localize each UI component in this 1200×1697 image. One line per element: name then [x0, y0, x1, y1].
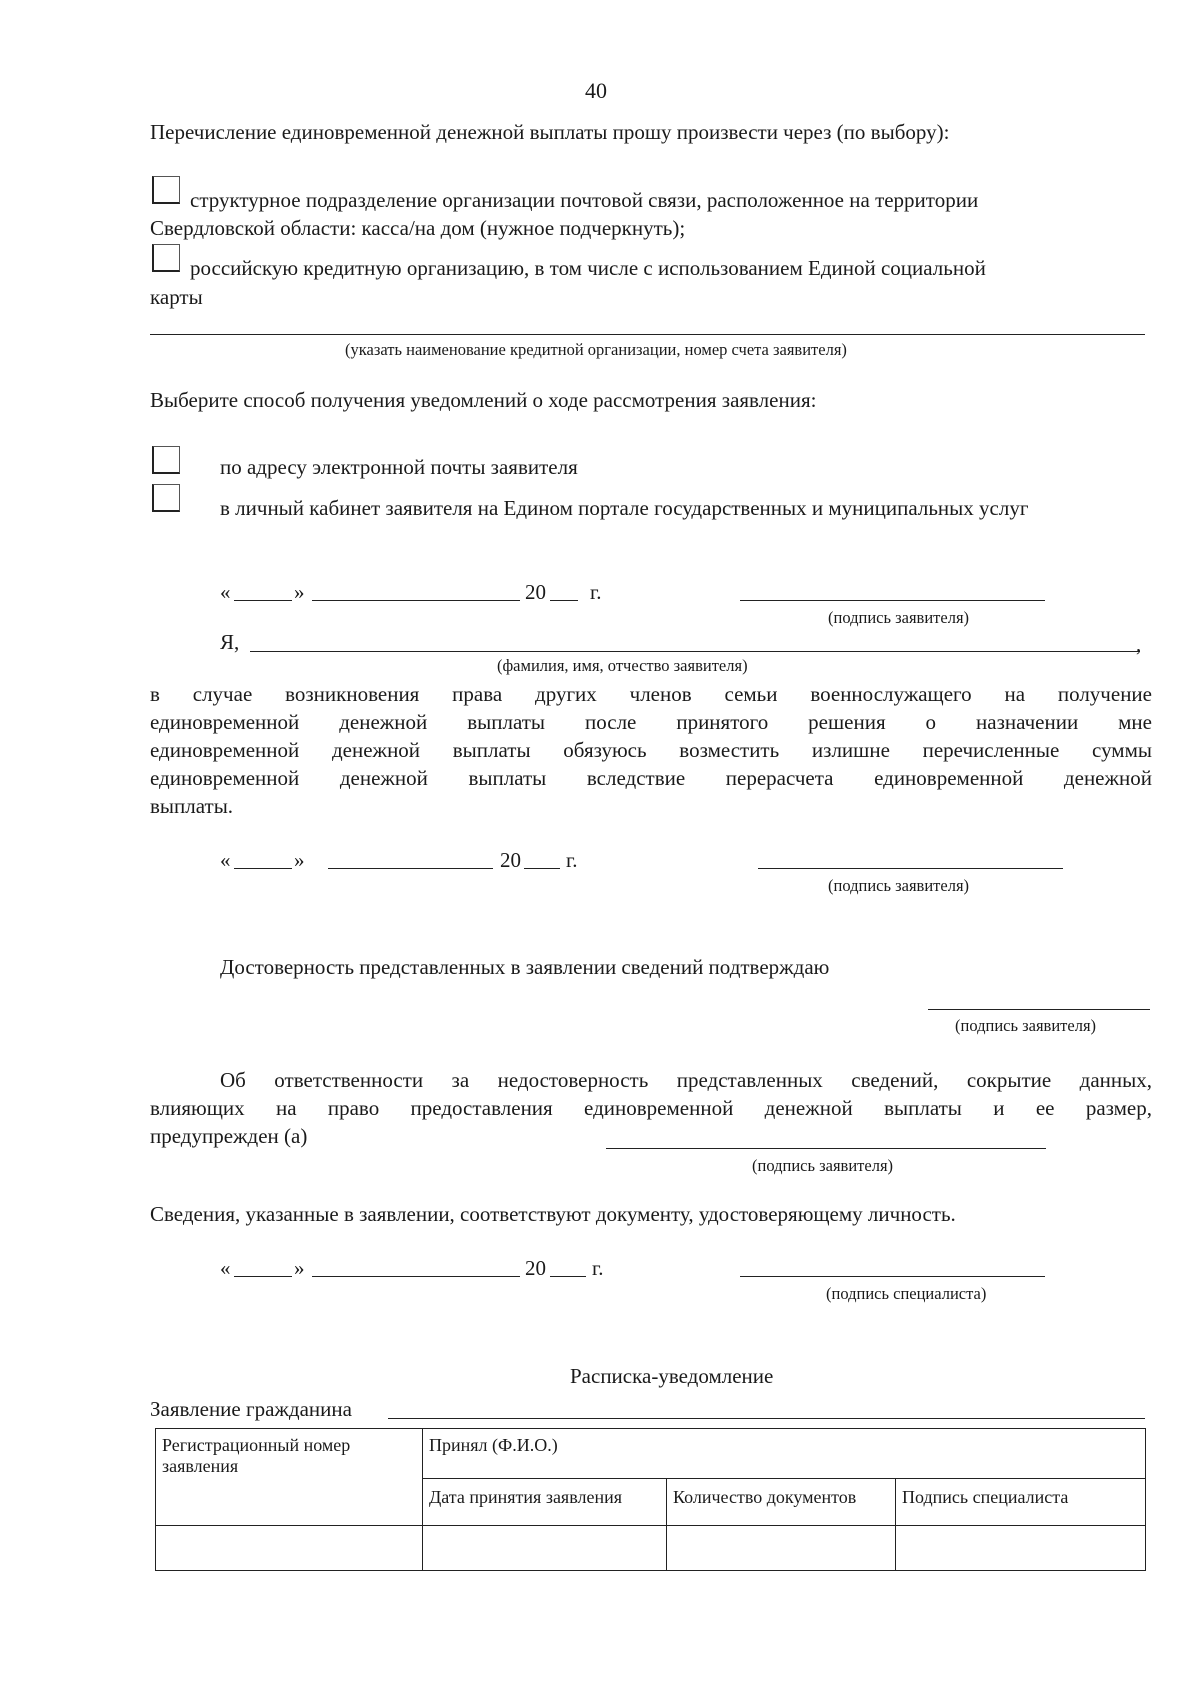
signature-caption-4: (подпись заявителя): [752, 1156, 894, 1175]
checkbox-credit-org[interactable]: [152, 244, 180, 272]
date-month-line-3[interactable]: [312, 1276, 520, 1277]
date-year-suffix-3: г.: [592, 1256, 604, 1280]
date-year-prefix-3: 20: [525, 1256, 546, 1280]
cell-specialist-signature-header: [896, 1478, 1146, 1525]
responsibility-line-1: Об ответственности за недостоверность представленных сведений, сокрытие данных,: [220, 1068, 1152, 1092]
receipt-title: Расписка-уведомление: [570, 1364, 774, 1388]
option-post-office-line2: Свердловской области: касса/на дом (нужное подчеркнуть);: [150, 216, 686, 240]
date-year-suffix-2: г.: [566, 848, 578, 872]
cell-date-accepted-value[interactable]: [423, 1526, 667, 1571]
signature-line-2[interactable]: [758, 868, 1063, 869]
option-credit-org-line1: российскую кредитную организацию, в том числе с использованием Единой социальной: [190, 256, 986, 280]
applicant-line[interactable]: [388, 1418, 1145, 1419]
reg-number-label: Регистрационный номер заявления: [162, 1435, 351, 1476]
option-post-office-line1: структурное подразделение организации почтовой связи, расположенное на территории: [190, 188, 979, 212]
cell-accepted-by-header: [423, 1429, 1146, 1479]
fio-line[interactable]: [250, 651, 1140, 652]
cell-reg-number-header: [156, 1429, 423, 1526]
signature-caption-5: (подпись специалиста): [826, 1284, 987, 1303]
bank-details-caption: (указать наименование кредитной организации, номер счета заявителя): [345, 340, 847, 359]
notify-intro: Выберите способ получения уведомлений о ходе рассмотрения заявления:: [150, 388, 817, 412]
cell-reg-number-value[interactable]: [156, 1526, 423, 1571]
date-month-line-1[interactable]: [312, 600, 520, 601]
signature-line-1[interactable]: [740, 600, 1045, 601]
cell-doc-count-header: [667, 1478, 896, 1525]
cell-doc-count-value[interactable]: [667, 1526, 896, 1571]
date-month-line-2[interactable]: [328, 868, 493, 869]
fio-comma: ,: [1136, 632, 1142, 656]
date-close-quote-1: »: [294, 580, 305, 604]
doc-count-label: Количество документов: [673, 1486, 857, 1507]
fio-caption: (фамилия, имя, отчество заявителя): [497, 656, 748, 675]
signature-caption-3: (подпись заявителя): [955, 1016, 1097, 1035]
notify-portal-label: в личный кабинет заявителя на Едином портале государственных и муниципальных услуг: [220, 496, 1029, 520]
date-year-line-2[interactable]: [524, 868, 560, 869]
confirm-text: Достоверность представленных в заявлении сведений подтверждаю: [220, 955, 830, 979]
specialist-signature-label: Подпись специалиста: [902, 1486, 1069, 1507]
obligation-line-3: единовременной денежной выплаты обязуюсь возместить излишне перечисленные суммы: [150, 738, 1152, 762]
notify-email-label: по адресу электронной почты заявителя: [220, 455, 578, 479]
ya-label: Я,: [220, 630, 240, 654]
payment-intro: Перечисление единовременной денежной выплаты прошу произвести через (по выбору):: [150, 120, 950, 144]
date-day-line-2[interactable]: [234, 868, 292, 869]
date-open-quote-2: «: [220, 848, 231, 872]
signature-caption-2: (подпись заявителя): [828, 876, 970, 895]
date-year-line-3[interactable]: [550, 1276, 586, 1277]
responsibility-line-3: предупрежден (а): [150, 1124, 308, 1148]
obligation-line-2: единовременной денежной выплаты после принятого решения о назначении мне: [150, 710, 1152, 734]
date-close-quote-2: »: [294, 848, 305, 872]
checkbox-email[interactable]: [152, 446, 180, 474]
checkbox-portal[interactable]: [152, 484, 180, 512]
checkbox-post-office[interactable]: [152, 176, 180, 204]
signature-caption-1: (подпись заявителя): [828, 608, 970, 627]
date-year-suffix-1: г.: [590, 580, 602, 604]
date-open-quote-3: «: [220, 1256, 231, 1280]
date-close-quote-3: »: [294, 1256, 305, 1280]
date-year-prefix-1: 20: [525, 580, 546, 604]
page-number: 40: [585, 78, 607, 103]
identity-text: Сведения, указанные в заявлении, соответствуют документу, удостоверяющему личность.: [150, 1202, 956, 1226]
responsibility-line-2: влияющих на право предоставления единовременной денежной выплаты и ее размер,: [150, 1096, 1152, 1120]
bank-details-line[interactable]: [150, 334, 1145, 335]
obligation-line-4: единовременной денежной выплаты вследствие перерасчета единовременной денежной: [150, 766, 1152, 790]
cell-specialist-signature-value[interactable]: [896, 1526, 1146, 1571]
date-accepted-label: Дата принятия заявления: [429, 1486, 622, 1507]
option-credit-org-line2: карты: [150, 285, 203, 309]
signature-line-4[interactable]: [606, 1148, 1046, 1149]
date-year-prefix-2: 20: [500, 848, 521, 872]
date-day-line-1[interactable]: [234, 600, 292, 601]
date-day-line-3[interactable]: [234, 1276, 292, 1277]
signature-line-5[interactable]: [740, 1276, 1045, 1277]
accepted-by-label: Принял (Ф.И.О.): [429, 1435, 558, 1455]
cell-date-accepted-header: [423, 1478, 667, 1525]
date-open-quote-1: «: [220, 580, 231, 604]
obligation-line-1: в случае возникновения права других членов семьи военнослужащего на получение: [150, 682, 1152, 706]
signature-line-3[interactable]: [928, 1009, 1150, 1010]
applicant-label: Заявление гражданина: [150, 1397, 352, 1421]
obligation-line-5: выплаты.: [150, 794, 234, 818]
date-year-line-1[interactable]: [550, 600, 578, 601]
receipt-table: [155, 1428, 1146, 1571]
